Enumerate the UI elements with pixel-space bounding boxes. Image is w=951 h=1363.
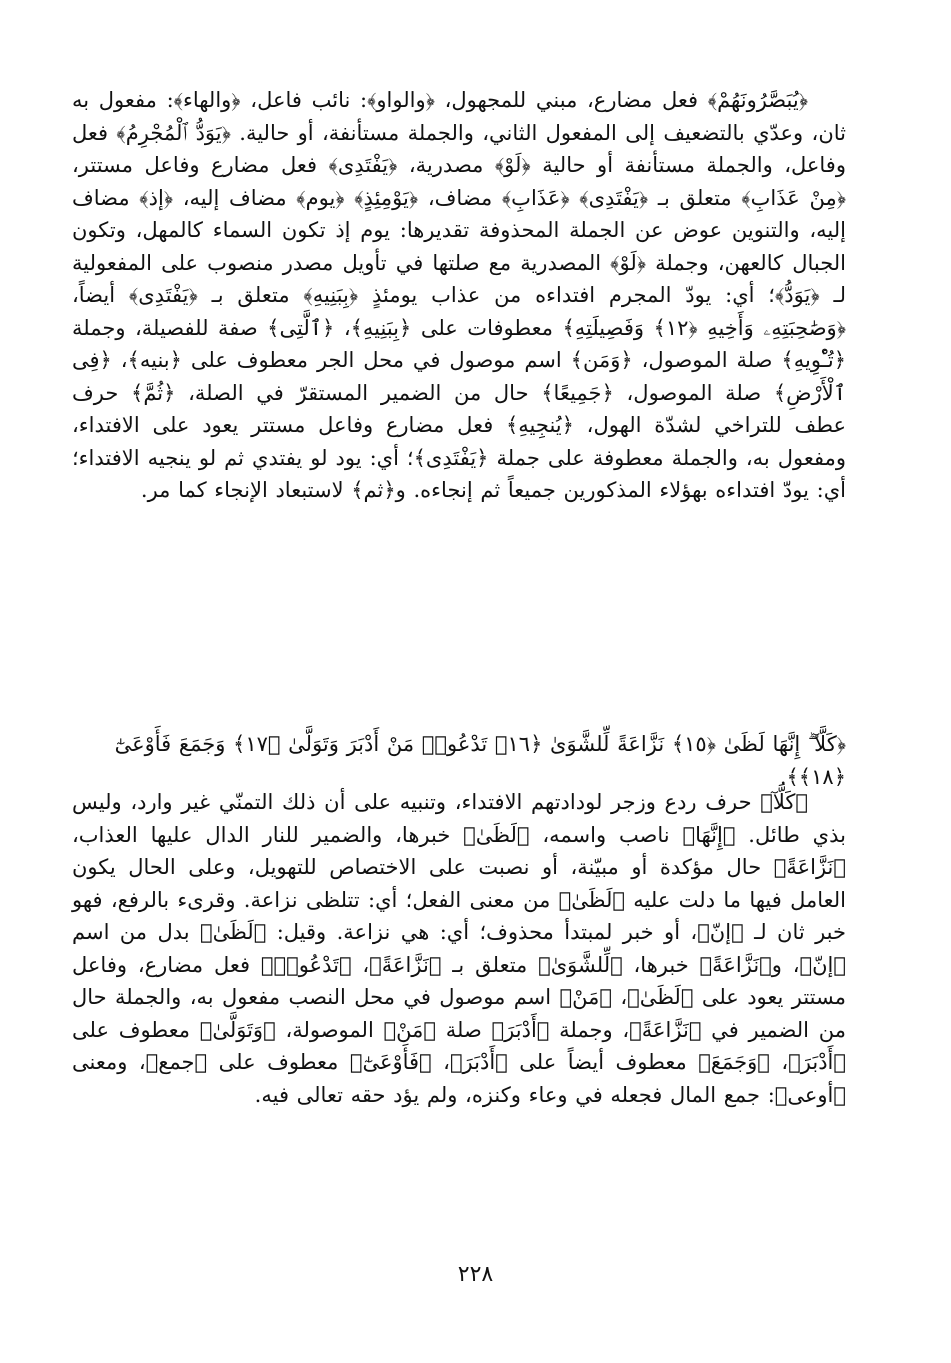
quran-verse-block: ﴿كَلَّآ ۖ إِنَّهَا لَظَىٰ ﴿١٥﴾ نَزَّاعَةً لِّلشَّوَىٰ ﴿١٦﴾ تَدْعُوا۟ مَنْ أَدْبَرَ وَتَوَلَّىٰ ﴿١٧﴾ وَجَمَعَ فَأَوْعَىٰٓ ﴿١٨﴾﴾. [114, 732, 846, 789]
paragraph-analysis-verses-15-18: ﴿كَلَّآ﴾ حرف ردع وزجر لودادتهم الافتداء، وتنبيه على أن ذلك التمنّي غير وارد، وليس بذي طائل. ﴿إِنَّهَا﴾ ناصب واسمه، ﴿لَظَىٰ﴾ خبرها، والضمير للنار الدال عليها العذاب، ﴿نَزَّاعَةً﴾ حال مؤكدة أو مبيّنة، أو نصبت على الاختصاص للتهويل، وعلى الحال يكون العامل فيها ما دلت عليه ﴿لَظَىٰ﴾ من معنى الفعل؛ أي: تتلظى نزاعة. وقرىء بالرفع، فهو خبر ثان لـ ﴿إنّ﴾، أو خبر لمبتدأ محذوف؛ أي: هي نزاعة. وقيل: ﴿لَظَىٰ﴾ بدل من اسم ﴿إنّ﴾، و﴿نَزَّاعَةً﴾ خبرها، ﴿لِّلشَّوَىٰ﴾ متعلق بـ ﴿نَزَّاعَةً﴾، ﴿تَدْعُوا۟﴾ فعل مضارع، وفاعل مستتر يعود على ﴿لَظَىٰ﴾، ﴿مَنْ﴾ اسم موصول في محل النصب مفعول به، والجملة حال من الضمير في ﴿نَزَّاعَةً﴾، وجملة ﴿أَدْبَرَ﴾ صلة ﴿مَنْ﴾ الموصولة، ﴿وَتَوَلَّىٰ﴾ معطوف على ﴿أَدْبَرَ﴾، ﴿وَجَمَعَ﴾ معطوف أيضاً على ﴿أَدْبَرَ﴾، ﴿فَأَوْعَىٰٓ﴾ معطوف على ﴿جمع﴾، ومعنى ﴿أوعى﴾: جمع المال فجعله في وعاء وكنزه، ولم يؤد حقه تعالى فيه. [72, 790, 847, 1107]
paragraph-analysis-verses-11-14: ﴿يُبَصَّرُونَهُمْ﴾ فعل مضارع، مبني للمجهول، ﴿والواو﴾: نائب فاعل، ﴿والهاء﴾: مفعول به ثان، وعدّي بالتضعيف إلى المفعول الثاني، والجملة مستأنفة، أو حالية. ﴿يَوَدُّ ٱلْمُجْرِمُ﴾ فعل وفاعل، والجملة مستأنفة أو حالية ﴿لَوْ﴾ مصدرية، ﴿يَفْتَدِى﴾ فعل مضارع وفاعل مستتر، ﴿مِنْ عَذَابِ﴾ متعلق بـ ﴿يَفْتَدِى﴾ ﴿عَذَابِ﴾ مضاف، ﴿يَوْمِئِذٍ﴾ ﴿يوم﴾ مضاف إليه، ﴿إذ﴾ مضاف إليه، والتنوين عوض عن الجملة المحذوفة تقديرها: يوم إذ تكون السماء كالمهل، وتكون الجبال كالعهن، وجملة ﴿لَوْ﴾ المصدرية مع صلتها في تأويل مصدر منصوب على المفعولية لـ ﴿يَوَدُّ﴾؛ أي: يودّ المجرم افتداءه من عذاب يومئذٍ ﴿بِبَنِيهِ﴾ متعلق بـ ﴿يَفْتَدِى﴾ أيضاً، ﴿وَصَٰحِبَتِهِۦ وَأَخِيهِ ﴿١٢﴾ وَفَصِيلَتِهِ﴾ معطوفات على ﴿بِبَنِيهِ﴾، ﴿ٱلَّتِى﴾ صفة للفصيلة، وجملة ﴿تُـْٔوِيهِ﴾ صلة الموصول، ﴿وَمَن﴾ اسم موصول في محل الجر معطوف على ﴿بنيه﴾، ﴿فِى ٱلْأَرْضِ﴾ صلة الموصول، ﴿جَمِيعًا﴾ حال من الضمير المستقرّ في الصلة، ﴿ثُمَّ﴾ حرف عطف للتراخي لشدّة الهول، ﴿يُنجِيهِ﴾ فعل مضارع وفاعل مستتر يعود على الافتداء، ومفعول به، والجملة معطوفة على جملة ﴿يَفْتَدِى﴾؛ أي: يود لو يفتدي ثم لو ينجيه الافتداء؛ أي: يودّ افتداءه بهؤلاء المذكورين جميعاً ثم إنجاءه. و﴿ثم﴾ لاستبعاد الإنجاء كما مر. [72, 88, 846, 502]
page-number: ٢٢٨ [457, 1262, 494, 1287]
